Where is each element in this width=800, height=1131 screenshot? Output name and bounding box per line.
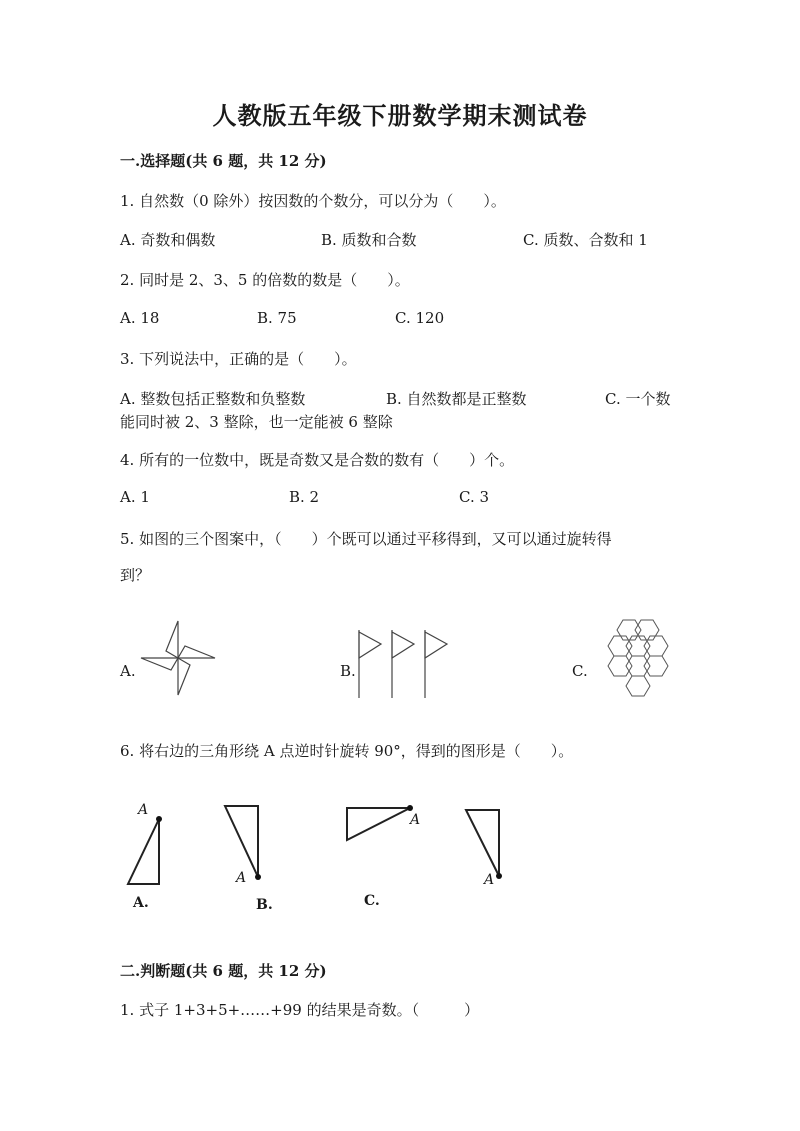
- q3-option-b: B. 自然数都是正整数: [386, 390, 527, 408]
- page-title: 人教版五年级下册数学期末测试卷: [212, 101, 588, 130]
- q3-option-a: A. 整数包括正整数和负整数: [120, 390, 306, 408]
- section-2-heading: 二.判断题(共 6 题，共 12 分): [120, 962, 327, 980]
- q5-option-a: A.: [120, 662, 136, 680]
- triangle-option-c-figure: [340, 800, 430, 860]
- question-2: 2. 同时是 2、3、5 的倍数的数是（ ）。: [120, 271, 410, 289]
- question-5: 5. 如图的三个图案中，（ ）个既可以通过平移得到，又可以通过旋转得: [120, 530, 612, 548]
- judgement-question-1: 1. 式子 1+3+5+……+99 的结果是奇数。（ ）: [120, 1001, 480, 1019]
- q6-figure-label-c: C.: [364, 893, 380, 909]
- q6-vertex-a-option-c: A: [410, 812, 421, 828]
- q4-option-a: A. 1: [120, 488, 150, 506]
- q6-figure-label-a: A.: [133, 895, 149, 911]
- q3-option-c: C. 一个数: [605, 390, 671, 408]
- q5-option-b: B.: [340, 662, 356, 680]
- hexagon-pattern-figure: [589, 618, 671, 698]
- question-5-continued: 到？: [120, 566, 151, 584]
- three-flags-figure: [355, 628, 455, 700]
- q1-option-c: C. 质数、合数和 1: [523, 231, 648, 249]
- q4-option-c: C. 3: [459, 488, 490, 506]
- q2-option-c: C. 120: [395, 309, 445, 327]
- question-6: 6. 将右边的三角形绕 A 点逆时针旋转 90°，得到的图形是（ ）。: [120, 742, 574, 760]
- question-4: 4. 所有的一位数中，既是奇数又是合数的数有（ ）个。: [120, 451, 515, 469]
- q4-option-b: B. 2: [289, 488, 320, 506]
- section-1-heading: 一.选择题(共 6 题，共 12 分): [120, 152, 327, 170]
- q3-option-c-continued: 能同时被 2、3 整除，也一定能被 6 整除: [120, 413, 393, 431]
- q6-figure-label-b: B.: [256, 897, 273, 913]
- q6-vertex-a-original: A: [138, 802, 149, 818]
- q2-option-b: B. 75: [257, 309, 297, 327]
- q2-option-a: A. 18: [120, 309, 160, 327]
- q5-option-c: C.: [572, 662, 588, 680]
- question-1: 1. 自然数（0 除外）按因数的个数分，可以分为（ ）。: [120, 192, 506, 210]
- q6-vertex-a-option-b: A: [236, 870, 247, 886]
- triangle-original-figure: [120, 800, 180, 890]
- question-3: 3. 下列说法中，正确的是（ ）。: [120, 350, 357, 368]
- triangle-option-b-figure: [217, 800, 277, 890]
- q1-option-a: A. 奇数和偶数: [120, 231, 216, 249]
- q6-vertex-a-extra: A: [484, 872, 495, 888]
- q1-option-b: B. 质数和合数: [321, 231, 417, 249]
- pinwheel-figure: [138, 618, 218, 698]
